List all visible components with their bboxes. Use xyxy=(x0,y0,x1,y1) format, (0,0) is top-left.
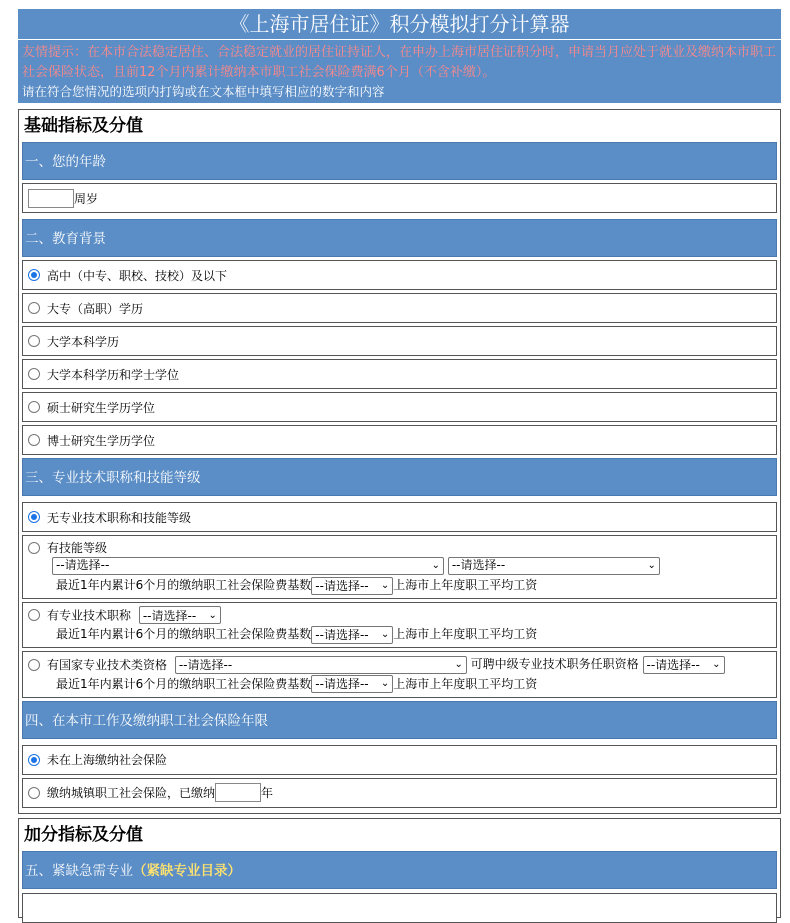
social-base-text: 最近1年内累计6个月的缴纳职工社会保险费基数 xyxy=(56,578,312,592)
skill-grade-select[interactable]: --请选择-- ⌄ xyxy=(448,557,660,575)
insurance-none-label: 未在上海缴纳社会保险 xyxy=(47,753,168,767)
section-insurance-heading: 四、在本市工作及缴纳职工社会保险年限 xyxy=(22,701,777,739)
education-option[interactable] xyxy=(22,392,777,422)
instruction-text: 请在符合您情况的选项内打钩或在文本框中填写相应的数字和内容 xyxy=(22,84,385,99)
professional-title-select[interactable]: --请选择-- ⌄ xyxy=(139,606,221,624)
radio-button[interactable] xyxy=(28,511,40,523)
national-qualification-option xyxy=(22,651,777,698)
social-base-suffix: 上海市上年度职工平均工资 xyxy=(393,578,538,592)
skill-level-option xyxy=(22,535,777,599)
radio-button[interactable] xyxy=(28,269,40,281)
radio-button[interactable] xyxy=(28,659,40,671)
notice-text: 友情提示：在本市合法稳定居住、合法稳定就业的居住证持证人，在申办上海市居住证积分时，申请当月应处于就业及缴纳本市职工社会保险状态，且前12个月内累计缴纳本市职工社会保险费满6个月（不含补缴）。 xyxy=(22,45,777,80)
radio-button[interactable] xyxy=(28,368,40,380)
chevron-down-icon: ⌄ xyxy=(647,560,656,571)
education-option[interactable] xyxy=(22,293,777,323)
intermediate-title-select[interactable]: --请选择-- ⌄ xyxy=(643,656,725,674)
shortage-heading-text: 五、紧缺急需专业 xyxy=(25,862,133,879)
professional-title-option xyxy=(22,602,777,648)
social-base-suffix: 上海市上年度职工平均工资 xyxy=(393,627,538,641)
education-option[interactable] xyxy=(22,425,777,455)
shortage-row xyxy=(22,893,777,923)
national-qualification-mid-text: 可聘中级专业技术职务任职资格 xyxy=(470,657,639,671)
radio-button[interactable] xyxy=(28,787,40,799)
social-base-text: 最近1年内累计6个月的缴纳职工社会保险费基数 xyxy=(56,676,312,691)
age-row xyxy=(22,183,777,213)
social-base-suffix: 上海市上年度职工平均工资 xyxy=(393,676,538,691)
education-option-label: 大学本科学历和学士学位 xyxy=(47,367,180,382)
age-unit-label: 周岁 xyxy=(74,191,99,206)
radio-button[interactable] xyxy=(28,609,40,621)
skill-category-select[interactable]: --请选择-- ⌄ xyxy=(52,557,444,575)
no-title-label: 无专业技术职称和技能等级 xyxy=(47,510,192,525)
social-base-select[interactable]: --请选择-- ⌄ xyxy=(311,675,393,693)
section-age-heading: 一、您的年龄 xyxy=(22,142,777,180)
bonus-indicators-panel xyxy=(18,818,781,918)
bonus-indicators-title: 加分指标及分值 xyxy=(24,824,143,845)
education-option-label: 硕士研究生学历学位 xyxy=(47,400,156,415)
section-title-skill-heading: 三、专业技术职称和技能等级 xyxy=(22,458,777,496)
national-qualification-label: 有国家专业技术类资格 xyxy=(47,658,168,672)
section-shortage-heading xyxy=(22,851,777,889)
education-option-label: 大专（高职）学历 xyxy=(47,301,144,316)
radio-button[interactable] xyxy=(28,335,40,347)
chevron-down-icon: ⌄ xyxy=(431,560,440,571)
page-container xyxy=(18,9,781,918)
insurance-years-unit: 年 xyxy=(261,786,274,800)
education-option[interactable] xyxy=(22,260,777,290)
notice-box xyxy=(18,40,781,103)
national-qualification-select[interactable]: --请选择-- ⌄ xyxy=(175,656,467,674)
chevron-down-icon: ⌄ xyxy=(380,678,390,689)
no-title-option[interactable] xyxy=(22,502,777,532)
basic-indicators-panel xyxy=(18,109,781,814)
chevron-down-icon: ⌄ xyxy=(380,628,390,640)
chevron-down-icon: ⌄ xyxy=(380,579,390,591)
chevron-down-icon: ⌄ xyxy=(208,609,217,621)
insurance-option-none[interactable] xyxy=(22,745,777,775)
chevron-down-icon: ⌄ xyxy=(712,659,721,670)
radio-button[interactable] xyxy=(28,434,40,446)
radio-button[interactable] xyxy=(28,754,40,766)
social-base-select[interactable]: --请选择-- ⌄ xyxy=(311,577,393,595)
section-education-heading: 二、教育背景 xyxy=(22,219,777,257)
radio-button[interactable] xyxy=(28,542,40,554)
insurance-years-input[interactable] xyxy=(215,783,261,802)
education-option-label: 博士研究生学历学位 xyxy=(47,433,156,448)
shortage-catalog-link[interactable]: （紧缺专业目录） xyxy=(133,862,241,879)
radio-button[interactable] xyxy=(28,401,40,413)
age-input[interactable] xyxy=(28,189,74,208)
social-base-select[interactable]: --请选择-- ⌄ xyxy=(311,626,393,644)
chevron-down-icon: ⌄ xyxy=(454,659,463,670)
page-title: 《上海市居住证》积分模拟打分计算器 xyxy=(18,9,781,39)
professional-title-label: 有专业技术职称 xyxy=(47,608,132,623)
education-option[interactable] xyxy=(22,359,777,389)
insurance-option-years[interactable] xyxy=(22,778,777,808)
education-option-label: 大学本科学历 xyxy=(47,334,120,349)
insurance-years-label: 缴纳城镇职工社会保险，已缴纳 xyxy=(47,786,216,800)
basic-indicators-title: 基础指标及分值 xyxy=(24,116,143,136)
radio-button[interactable] xyxy=(28,302,40,314)
education-option-label: 高中（中专、职校、技校）及以下 xyxy=(47,268,228,283)
education-option[interactable] xyxy=(22,326,777,356)
skill-level-label: 有技能等级 xyxy=(47,541,108,555)
social-base-text: 最近1年内累计6个月的缴纳职工社会保险费基数 xyxy=(56,627,312,641)
